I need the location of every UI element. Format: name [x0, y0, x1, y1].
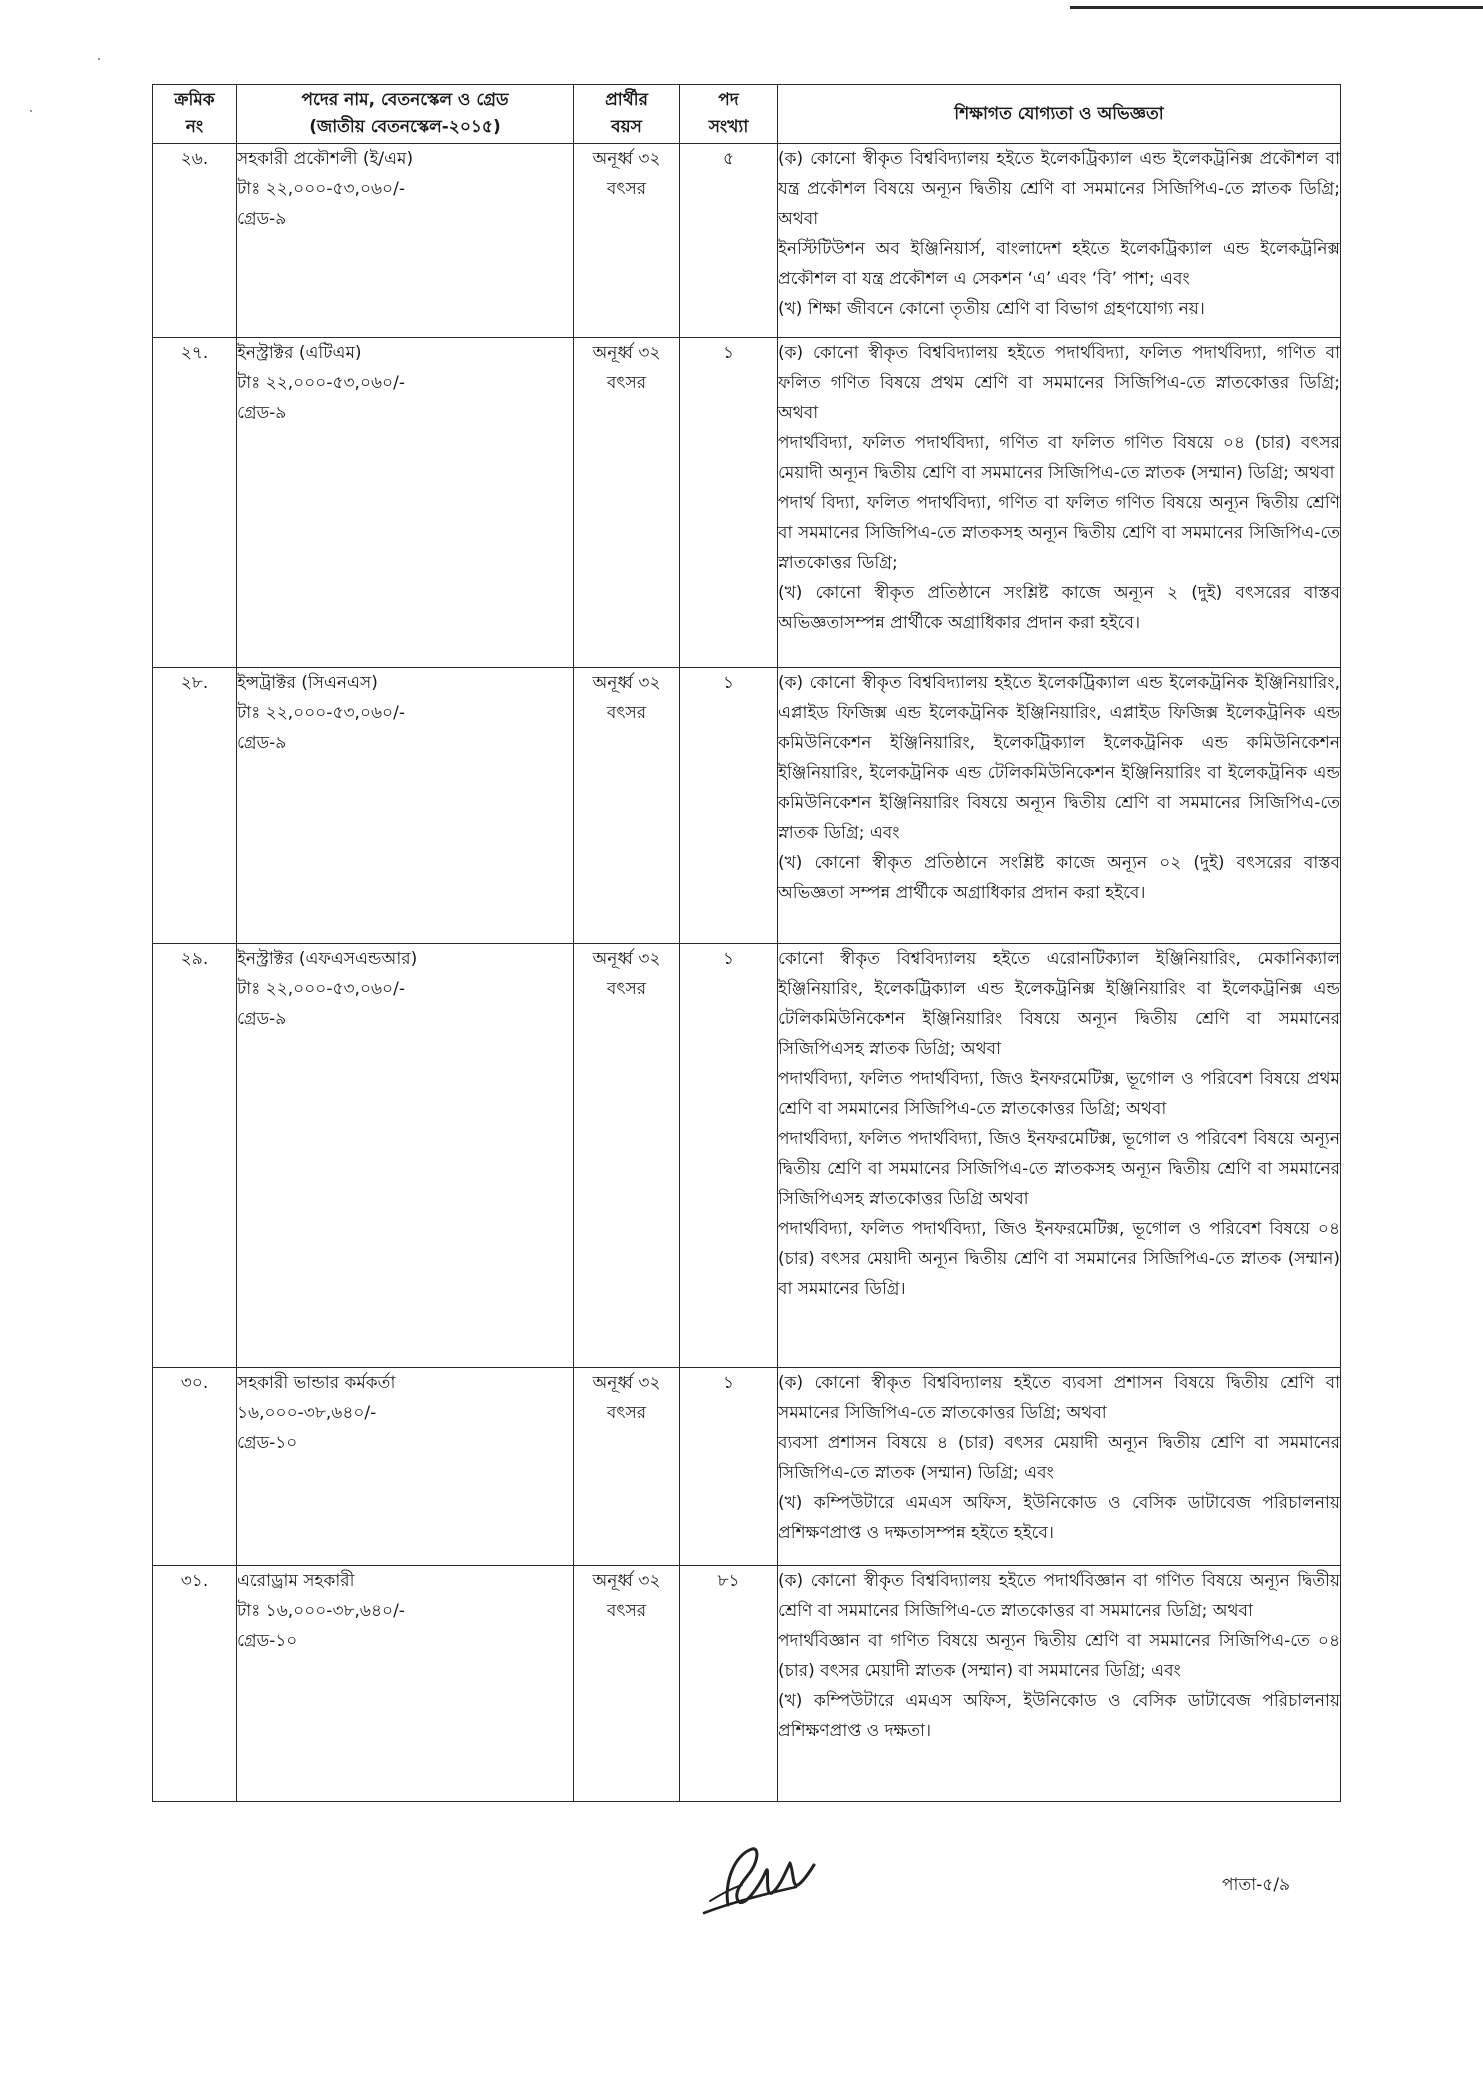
qualification-cell — [778, 144, 1341, 338]
qualification-cell — [778, 1566, 1341, 1802]
header-post-count: পদ সংখ্যা — [680, 85, 778, 144]
qualification-paragraph: (ক) কোনো স্বীকৃত বিশ্ববিদ্যালয় হইতে পদার্থবিদ্যা, ফলিত পদার্থবিদ্যা, গণিত বা ফলিত গণিত বিষয়ে প্রথম শ্রেণি বা সমমানের সিজিপিএ-তে স্নাতকোত্তর ডিগ্রি; অথবা — [778, 343, 1340, 423]
table-row — [153, 668, 1341, 944]
post-cell — [237, 144, 574, 338]
pay-scale: টাঃ ২২,০০০-৫৩,০৬০/- — [237, 703, 405, 723]
grade: গ্রেড-৯ — [237, 209, 287, 229]
age-cell: অনূর্ধ্ব ৩২ বৎসর — [574, 1566, 680, 1802]
qualification-paragraph: (খ) কোনো স্বীকৃত প্রতিষ্ঠানে সংশ্লিষ্ট কাজে অন্যূন ২ (দুই) বৎসরের বাস্তব অভিজ্ঞতাসম্পন্ন প্রার্থীকে অগ্রাধিকার প্রদান করা হইবে। — [778, 583, 1340, 633]
serial-cell: ৩১. — [153, 1566, 237, 1802]
count-cell: ১ — [680, 668, 778, 944]
age-cell: অনূর্ধ্ব ৩২ বৎসর — [574, 144, 680, 338]
pay-scale: টাঃ ২২,০০০-৫৩,০৬০/- — [237, 179, 405, 199]
age-cell: অনূর্ধ্ব ৩২ বৎসর — [574, 1368, 680, 1566]
grade: গ্রেড-৯ — [237, 403, 287, 423]
qualification-cell — [778, 944, 1341, 1368]
table-row — [153, 144, 1341, 338]
pay-scale: টাঃ ২২,০০০-৫৩,০৬০/- — [237, 979, 405, 999]
count-cell: ১ — [680, 338, 778, 668]
age-cell: অনূর্ধ্ব ৩২ বৎসর — [574, 338, 680, 668]
serial-cell: ২৭. — [153, 338, 237, 668]
post-title: ইন্সট্রাক্টর (সিএনএস) — [237, 673, 378, 693]
qualification-paragraph: পদার্থবিদ্যা, ফলিত পদার্থবিদ্যা, জিও ইনফরমেটিক্স, ভূগোল ও পরিবেশ বিষয়ে অন্যূন দ্বিতীয় শ্রেণি বা সমমানের সিজিপিএ-তে স্নাতকসহ অন্যূন দ্বিতীয় শ্রেণি বা সমমানের সিজিপিএসহ স্নাতকোত্তর ডিগ্রি অথবা — [778, 1129, 1340, 1209]
serial-cell: ২৯. — [153, 944, 237, 1368]
page-number: পাতা-৫/৯ — [1222, 1875, 1291, 1895]
post-title: ইনস্ট্রাক্টর (এটিএম) — [237, 343, 362, 363]
qualification-cell — [778, 668, 1341, 944]
qualification-cell — [778, 338, 1341, 668]
header-age: প্রার্থীর বয়স — [574, 85, 680, 144]
post-title: সহকারী ভান্ডার কর্মকর্তা — [237, 1373, 396, 1393]
qualification-paragraph: (খ) কোনো স্বীকৃত প্রতিষ্ঠানে সংশ্লিষ্ট কাজে অন্যূন ০২ (দুই) বৎসরের বাস্তব অভিজ্ঞতা সম্পন্ন প্রার্থীকে অগ্রাধিকার প্রদান করা হইবে। — [778, 853, 1340, 903]
table-row — [153, 944, 1341, 1368]
top-edge-rule — [1070, 6, 1483, 9]
qualification-paragraph: (খ) কম্পিউটারে এমএস অফিস, ইউনিকোড ও বেসিক ডাটাবেজ পরিচালনায় প্রশিক্ষণপ্রাপ্ত ও দক্ষতাসম্পন্ন হইতে হইবে। — [778, 1493, 1340, 1543]
qualification-paragraph: পদার্থবিদ্যা, ফলিত পদার্থবিদ্যা, গণিত বা ফলিত গণিত বিষয়ে ০৪ (চার) বৎসর মেয়াদী অন্যূন দ্বিতীয় শ্রেণি বা সমমানের সিজিপিএ-তে স্নাতক (সম্মান) ডিগ্রি; অথবা — [778, 433, 1340, 483]
count-cell: ১ — [680, 944, 778, 1368]
serial-cell: ৩০. — [153, 1368, 237, 1566]
post-title: সহকারী প্রকৌশলী (ই/এম) — [237, 149, 414, 169]
table-row — [153, 1368, 1341, 1566]
qualification-paragraph: (ক) কোনো স্বীকৃত বিশ্ববিদ্যালয় হইতে ইলেকট্রিক্যাল এন্ড ইলেকট্রনিক্স প্রকৌশল বা যন্ত্র প্রকৌশল বিষয়ে অন্যূন দ্বিতীয় শ্রেণি বা সমমানের সিজিপিএ-তে স্নাতক ডিগ্রি; অথবা — [778, 149, 1340, 229]
header-post: পদের নাম, বেতনস্কেল ও গ্রেড (জাতীয় বেতনস্কেল-২০১৫) — [237, 85, 574, 144]
post-cell — [237, 668, 574, 944]
qualification-paragraph: (ক) কোনো স্বীকৃত বিশ্ববিদ্যালয় হইতে ব্যবসা প্রশাসন বিষয়ে দ্বিতীয় শ্রেণি বা সমমানের সিজিপিএ-তে স্নাতকোত্তর ডিগ্রি; অথবা — [778, 1373, 1340, 1423]
age-cell: অনূর্ধ্ব ৩২ বৎসর — [574, 668, 680, 944]
qualification-paragraph: (খ) শিক্ষা জীবনে কোনো তৃতীয় শ্রেণি বা বিভাগ গ্রহণযোগ্য নয়। — [778, 299, 1205, 319]
pay-scale: টাঃ ২২,০০০-৫৩,০৬০/- — [237, 373, 405, 393]
header-serial: ক্রমিক নং — [153, 85, 237, 144]
pay-scale: টাঃ ১৬,০০০-৩৮,৬৪০/- — [237, 1601, 405, 1621]
pay-scale: ১৬,০০০-৩৮,৬৪০/- — [237, 1403, 377, 1423]
count-cell: ১ — [680, 1368, 778, 1566]
age-cell: অনূর্ধ্ব ৩২ বৎসর — [574, 944, 680, 1368]
count-cell: ৮১ — [680, 1566, 778, 1802]
qualification-paragraph: (ক) কোনো স্বীকৃত বিশ্ববিদ্যালয় হইতে পদার্থবিজ্ঞান বা গণিত বিষয়ে অন্যূন দ্বিতীয় শ্রেণি বা সমমানের সিজিপিএ-তে স্নাতকোত্তর বা সমমানের ডিগ্রি; অথবা — [778, 1571, 1340, 1621]
grade: গ্রেড-৯ — [237, 1009, 287, 1029]
qualification-paragraph: পদার্থবিদ্যা, ফলিত পদার্থবিদ্যা, জিও ইনফরমেটিক্স, ভূগোল ও পরিবেশ বিষয়ে ০৪ (চার) বৎসর মেয়াদী অন্যূন দ্বিতীয় শ্রেণি বা সমমানের সিজিপিএ-তে স্নাতক (সম্মান) বা সমমানের ডিগ্রি। — [778, 1219, 1340, 1299]
post-title: ইনস্ট্রাক্টর (এফএসএন্ডআর) — [237, 949, 418, 969]
qualification-cell — [778, 1368, 1341, 1566]
grade: গ্রেড-১০ — [237, 1433, 298, 1453]
post-cell — [237, 1368, 574, 1566]
qualification-paragraph: (খ) কম্পিউটারে এমএস অফিস, ইউনিকোড ও বেসিক ডাটাবেজ পরিচালনায় প্রশিক্ষণপ্রাপ্ত ও দক্ষতা। — [778, 1691, 1340, 1741]
serial-cell: ২৬. — [153, 144, 237, 338]
scan-speck — [30, 110, 32, 112]
post-cell — [237, 944, 574, 1368]
serial-cell: ২৮. — [153, 668, 237, 944]
post-cell — [237, 338, 574, 668]
table-row — [153, 338, 1341, 668]
qualification-paragraph: কোনো স্বীকৃত বিশ্ববিদ্যালয় হইতে এরোনটিক্যাল ইঞ্জিনিয়ারিং, মেকানিক্যাল ইঞ্জিনিয়ারিং, ইলেকট্রিক্যাল এন্ড ইলেকট্রনিক্স ইঞ্জিনিয়ারিং বা ইলেকট্রনিক্স এন্ড টেলিকমিউনিকেশন ইঞ্জিনিয়ারিং বিষয়ে অন্যূন দ্বিতীয় শ্রেণি বা সমমানের সিজিপিএসহ স্নাতক ডিগ্রি; অথবা — [778, 949, 1340, 1059]
signature-mark — [700, 1835, 830, 1925]
post-cell — [237, 1566, 574, 1802]
post-title: এরোড্রাম সহকারী — [237, 1571, 355, 1591]
grade: গ্রেড-৯ — [237, 733, 287, 753]
header-qualification: শিক্ষাগত যোগ্যতা ও অভিজ্ঞতা — [778, 85, 1341, 144]
qualification-paragraph: (ক) কোনো স্বীকৃত বিশ্ববিদ্যালয় হইতে ইলেকট্রিক্যাল এন্ড ইলেকট্রনিক ইঞ্জিনিয়ারিং, এপ্লাইড ফিজিক্স এন্ড ইলেকট্রনিক ইঞ্জিনিয়ারিং, এপ্লাইড ফিজিক্স ইলেকট্রনিক এন্ড কমিউনিকেশন ইঞ্জিনিয়ারিং, ইলেকট্রিক্যাল ইলেকট্রনিক এন্ড কমিউনিকেশন ইঞ্জিনিয়ারিং, ইলেকট্রনিক এন্ড টেলিকমিউনিকেশন ইঞ্জিনিয়ারিং বা ইলেকট্রনিক এন্ড কমিউনিকেশন ইঞ্জিনিয়ারিং বিষয়ে অন্যূন দ্বিতীয় শ্রেণি বা সমমানের সিজিপিএ-তে স্নাতক ডিগ্রি; এবং — [778, 673, 1340, 843]
count-cell: ৫ — [680, 144, 778, 338]
qualification-paragraph: পদার্থবিজ্ঞান বা গণিত বিষয়ে অন্যূন দ্বিতীয় শ্রেণি বা সমমানের সিজিপিএ-তে ০৪ (চার) বৎসর মেয়াদী স্নাতক (সম্মান) বা সমমানের ডিগ্রি; এবং — [778, 1631, 1340, 1681]
table-header-row — [153, 85, 1341, 144]
grade: গ্রেড-১০ — [237, 1631, 298, 1651]
qualification-paragraph: পদার্থ বিদ্যা, ফলিত পদার্থবিদ্যা, গণিত বা ফলিত গণিত বিষয়ে অন্যূন দ্বিতীয় শ্রেণি বা সমমানের সিজিপিএ-তে স্নাতকসহ অন্যূন দ্বিতীয় শ্রেণি বা সমমানের সিজিপিএ-তে স্নাতকোত্তর ডিগ্রি; — [778, 493, 1340, 573]
scan-speck — [98, 58, 100, 60]
table-row — [153, 1566, 1341, 1802]
requirements-table — [152, 84, 1341, 1802]
qualification-paragraph: পদার্থবিদ্যা, ফলিত পদার্থবিদ্যা, জিও ইনফরমেটিক্স, ভূগোল ও পরিবেশ বিষয়ে প্রথম শ্রেণি বা সমমানের সিজিপিএ-তে স্নাতকোত্তর ডিগ্রি; অথবা — [778, 1069, 1340, 1119]
qualification-paragraph: ইনস্টিটিউশন অব ইঞ্জিনিয়ার্স, বাংলাদেশ হইতে ইলেকট্রিক্যাল এন্ড ইলেকট্রনিক্স প্রকৌশল বা যন্ত্র প্রকৌশল এ সেকশন ‘এ’ এবং ‘বি’ পাশ; এবং — [778, 239, 1340, 289]
qualification-paragraph: ব্যবসা প্রশাসন বিষয়ে ৪ (চার) বৎসর মেয়াদী অন্যূন দ্বিতীয় শ্রেণি বা সমমানের সিজিপিএ-তে স্নাতক (সম্মান) ডিগ্রি; এবং — [778, 1433, 1340, 1483]
